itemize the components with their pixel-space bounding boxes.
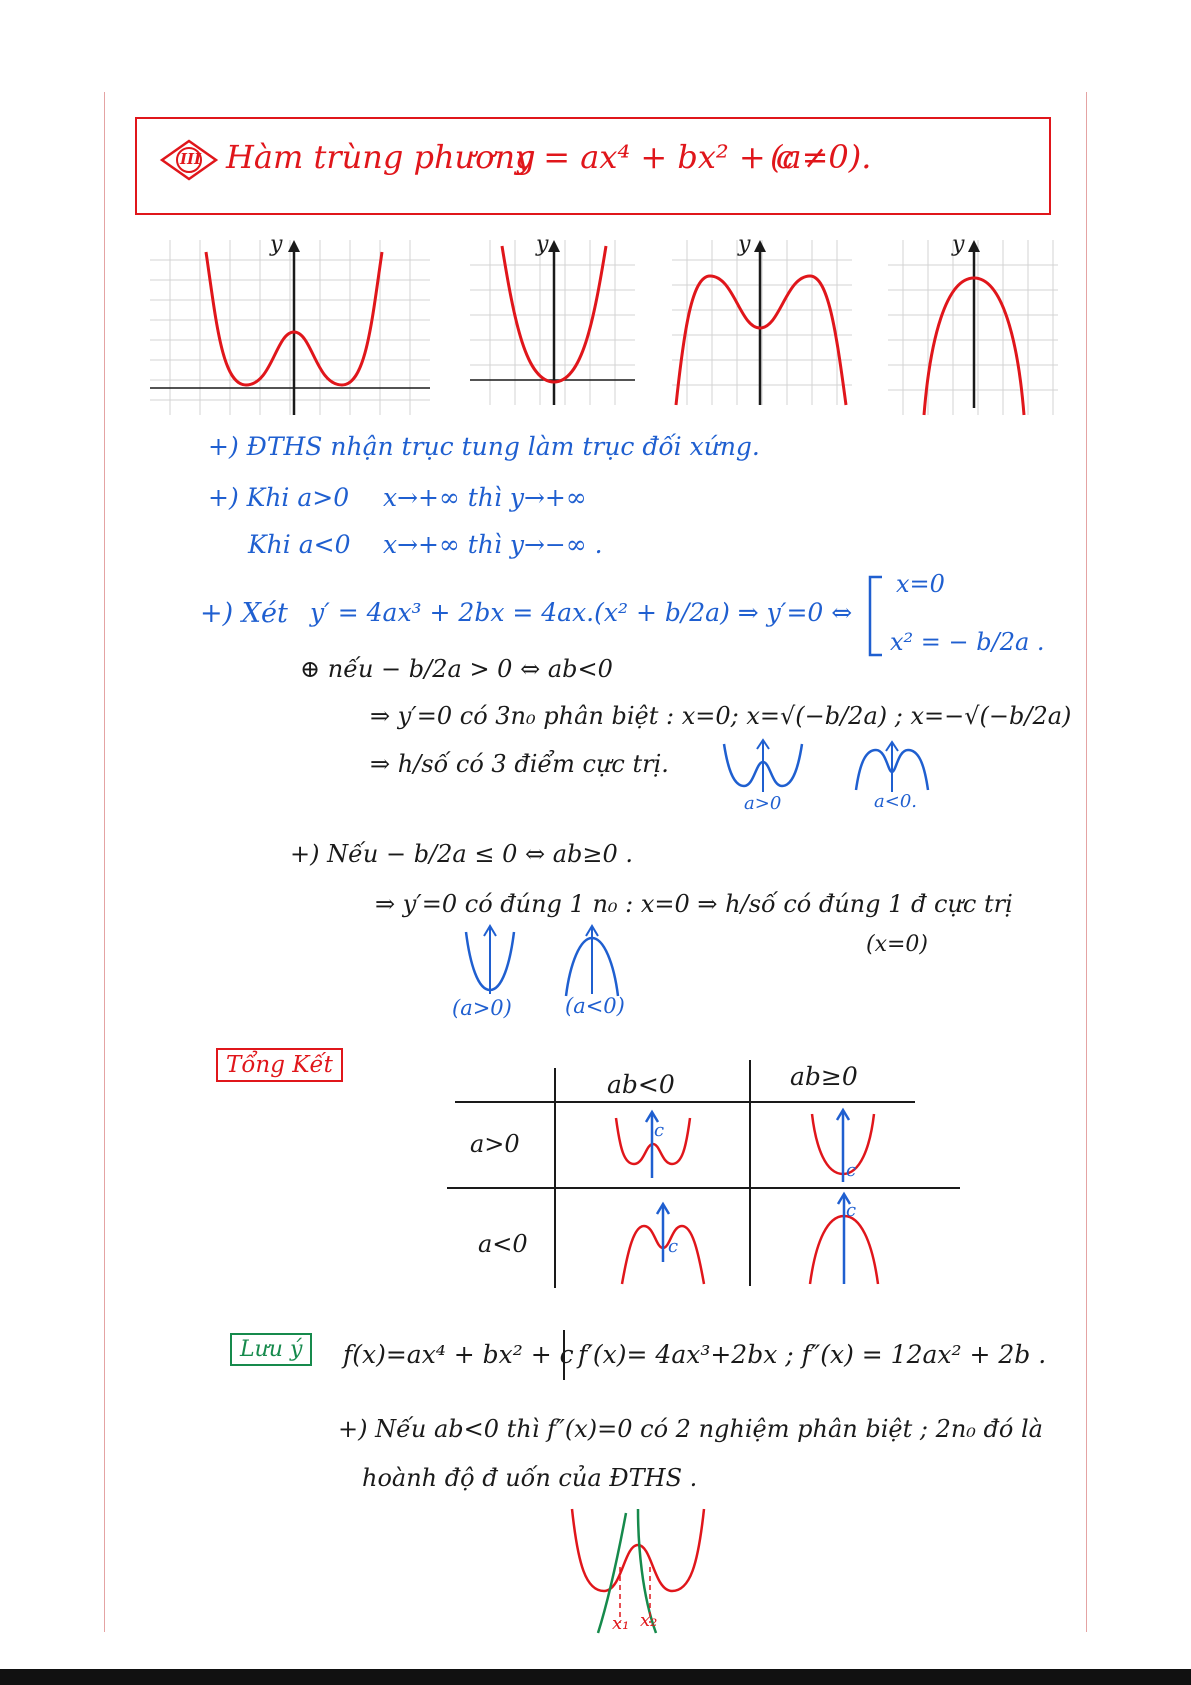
note-case1-x2: x² = − b/2a . bbox=[890, 628, 1045, 656]
note-divider bbox=[562, 1330, 566, 1380]
inflection-x1-label: x₁ bbox=[612, 1613, 630, 1634]
summary-c-label: c bbox=[654, 1120, 665, 1141]
note-case-pos-root: ⇒ y′=0 có đúng 1 n₀ : x=0 ⇒ h/số có đúng 1 đ cực trị bbox=[375, 890, 1013, 918]
graph-m-shape bbox=[672, 240, 852, 405]
section-formula: y = ax⁴ + bx² + c bbox=[515, 138, 794, 176]
section-title: Hàm trùng phương bbox=[226, 138, 536, 176]
summary-col-header: ab<0 bbox=[607, 1070, 675, 1099]
sketch-m-three-extrema bbox=[852, 742, 932, 792]
right-margin-line bbox=[1086, 92, 1087, 1632]
graph-u-shape bbox=[470, 240, 635, 405]
graph-n-shape bbox=[888, 240, 1058, 415]
section-mark: III bbox=[180, 150, 202, 168]
note-derivative-prefix: +) Xét bbox=[200, 598, 288, 629]
summary-n-cell bbox=[806, 1190, 882, 1284]
note-label: Lưu ý bbox=[230, 1333, 312, 1366]
note-function: f(x)=ax⁴ + bx² + c bbox=[343, 1340, 574, 1369]
note-case-pos-condition: +) Nếu − b/2a ≤ 0 ⇔ ab≥0 . bbox=[290, 840, 634, 868]
note-derivatives: f′(x)= 4ax³+2bx ; f″(x) = 12ax² + 2b . bbox=[578, 1340, 1047, 1369]
inflection-x2-label: x₂ bbox=[640, 1610, 658, 1631]
system-bracket-icon bbox=[866, 575, 884, 657]
note-case-neg-condition: ⊕ nếu − b/2a > 0 ⇔ ab<0 bbox=[300, 655, 613, 683]
note-limit-neg-prefix: Khi a<0 bbox=[248, 530, 351, 559]
label-paren-a-negative: (a<0) bbox=[565, 994, 625, 1018]
note-case-neg-roots: ⇒ y′=0 có 3n₀ phân biệt : x=0; x=√(−b/2a) ; x=−√(−b/2a) bbox=[370, 702, 1072, 730]
summary-col-header: ab≥0 bbox=[790, 1062, 858, 1091]
summary-m-cell bbox=[618, 1200, 708, 1284]
left-margin-line bbox=[104, 92, 105, 1632]
note-limit-pos: x→+∞ thì y→+∞ bbox=[383, 483, 587, 512]
label-a-positive: a>0 bbox=[744, 793, 782, 814]
label-a-negative: a<0. bbox=[874, 791, 917, 812]
sketch-u-one-extremum bbox=[462, 924, 518, 994]
summary-w-cell bbox=[612, 1108, 694, 1178]
label-paren-a-positive: (a>0) bbox=[452, 996, 512, 1020]
note-symmetry: +) ĐTHS nhận trục tung làm trục đối xứng. bbox=[208, 432, 760, 461]
note-line-1: +) Nếu ab<0 thì f″(x)=0 có 2 nghiệm phân biệt ; 2n₀ đó là bbox=[338, 1415, 1043, 1443]
summary-label: Tổng Kết bbox=[216, 1048, 343, 1082]
note-case1-x0: x=0 bbox=[896, 570, 945, 598]
note-case-pos-x: (x=0) bbox=[866, 932, 929, 957]
summary-u-cell bbox=[808, 1106, 878, 1182]
graph-y-label: y bbox=[270, 232, 283, 257]
summary-c-label: c bbox=[846, 1200, 857, 1221]
graph-w-shape bbox=[150, 240, 430, 415]
graph-y-label: y bbox=[952, 232, 965, 257]
note-derivative: y′ = 4ax³ + 2bx = 4ax.(x² + b/2a) ⇒ y′=0 ⇔ bbox=[310, 598, 853, 627]
note-limit-neg: x→+∞ thì y→−∞ . bbox=[383, 530, 603, 559]
note-limit-pos-prefix: +) Khi a>0 bbox=[208, 483, 350, 512]
inflection-sketch bbox=[568, 1505, 708, 1633]
summary-c-label: c bbox=[846, 1160, 857, 1181]
note-case-neg-extrema: ⇒ h/số có 3 điểm cực trị. bbox=[370, 750, 669, 778]
note-line-2: hoành độ đ uốn của ĐTHS . bbox=[362, 1464, 698, 1492]
section-condition: (a≠0). bbox=[770, 138, 872, 176]
summary-row-header: a>0 bbox=[470, 1130, 520, 1158]
sketch-n-one-extremum bbox=[562, 924, 622, 996]
summary-row-header: a<0 bbox=[478, 1230, 528, 1258]
sketch-w-three-extrema bbox=[720, 740, 806, 792]
bottom-bar bbox=[0, 1669, 1191, 1685]
graph-y-label: y bbox=[738, 232, 751, 257]
summary-c-label: c bbox=[668, 1236, 679, 1257]
graph-y-label: y bbox=[536, 232, 549, 257]
